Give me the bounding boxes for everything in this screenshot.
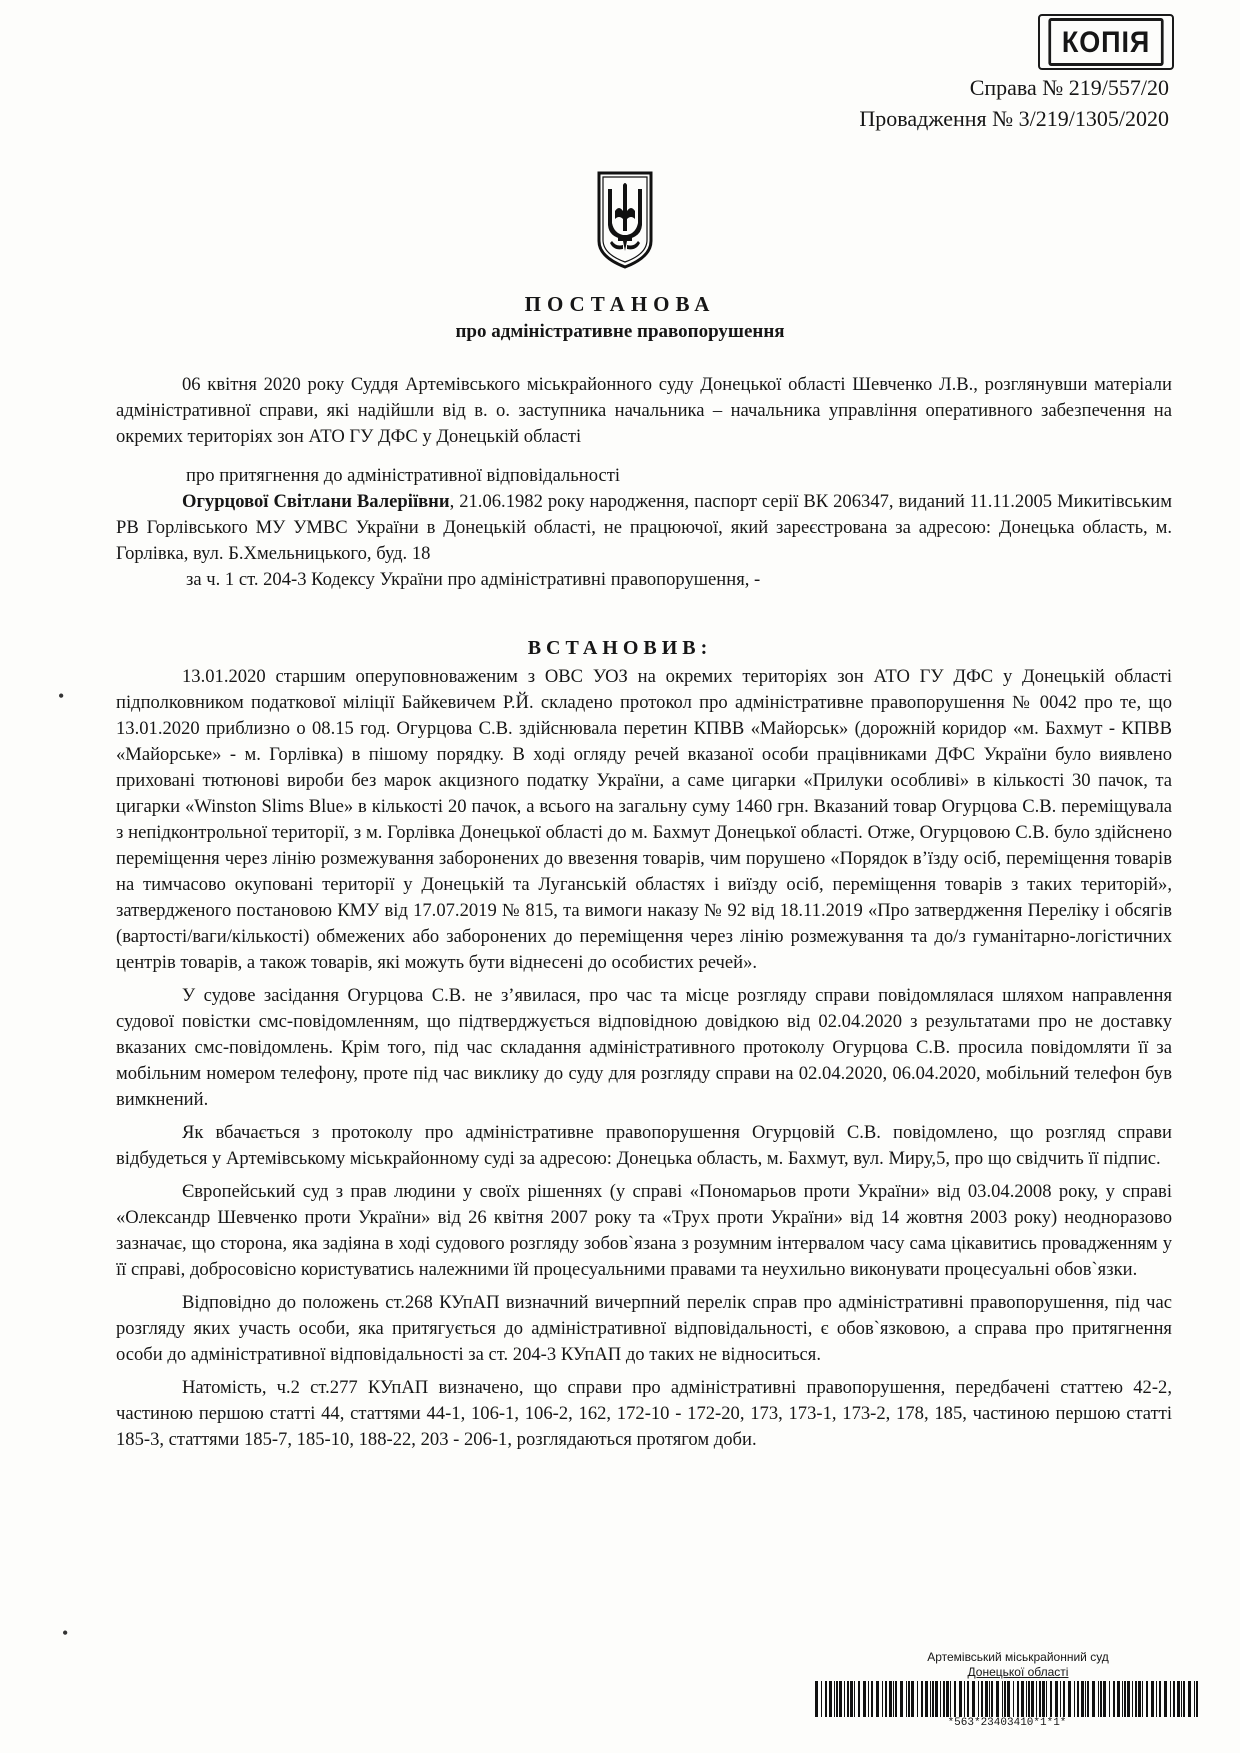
body-paragraph-6: Натомість, ч.2 ст.277 КУпАП визначено, що справи про адміністративні правопорушення, передбачені статтею 42-2, частиною першою статті 44, статтями 44-1, 106-1, 106-2, 162, 172-10 - 172-20, 173, 173-1, 173-2, 178, 185, частиною першою статті 185-3, статтями 185-7, 185-10, 188-22, 203 - 206-1, розглядаються протягом доби. xyxy=(116,1377,1172,1450)
about-line: про притягнення до адміністративної відповідальності xyxy=(186,465,621,486)
barcode-bar xyxy=(1164,1681,1167,1717)
barcode-text: *563*23403410*1*1* xyxy=(947,1717,1067,1729)
barcode-bar xyxy=(882,1681,883,1717)
document-title: ПОСТАНОВА xyxy=(524,292,716,316)
barcode-bar xyxy=(1109,1681,1110,1717)
barcode-bar xyxy=(1092,1681,1095,1717)
intro-section xyxy=(116,372,1172,593)
margin-mark-icon: • xyxy=(62,1623,69,1643)
barcode-bar xyxy=(1132,1681,1133,1717)
barcode-bar xyxy=(981,1681,983,1717)
barcode-bar xyxy=(946,1681,949,1717)
court-stamp xyxy=(838,1650,1198,1680)
barcode-bar xyxy=(940,1681,941,1717)
barcode-bar xyxy=(1194,1681,1195,1717)
article-reference: за ч. 1 ст. 204-3 Кодексу України про адміністративні правопорушення, - xyxy=(186,569,761,590)
barcode-bar xyxy=(1159,1681,1161,1717)
established-heading: ВСТАНОВИВ: xyxy=(527,637,713,659)
barcode-bar xyxy=(908,1681,910,1717)
barcode-bar xyxy=(821,1681,822,1717)
barcode-bar xyxy=(954,1681,956,1717)
barcode-bar xyxy=(1081,1681,1084,1717)
barcode-bar xyxy=(1028,1681,1030,1717)
person-details: , 21.06.1982 року народження, паспорт серії ВК 206347, виданий 11.11.2005 Микитівським РВ Горлівського МУ УМВС України в Донецькій області, не працюючої, який зареєстрована за адресою: Донецька область, м. Горлівка, вул. Б.Хмельницького, буд. 18 xyxy=(116,491,1172,564)
barcode-bar xyxy=(930,1681,931,1717)
barcode-bar xyxy=(1138,1681,1141,1717)
barcode-bar xyxy=(825,1681,827,1717)
barcode-bar xyxy=(906,1681,907,1717)
barcode-bar xyxy=(932,1681,934,1717)
intro-paragraph: 06 квітня 2020 року Суддя Артемівського міськрайонного суду Донецької області Шевченко Л.В., розглянувши матеріали адміністративної справи, які надійшли від в. о. заступника начальника – начальника управління оперативного забезпечення на окремих територіях зон АТО ГУ ДФС у Донецькій області xyxy=(116,374,1172,447)
barcode-bar xyxy=(1004,1681,1006,1717)
barcode-bar xyxy=(959,1681,962,1717)
barcode-bar xyxy=(854,1681,855,1717)
barcode-bar xyxy=(1177,1681,1180,1717)
barcode-bar xyxy=(1021,1681,1024,1717)
barcode-bar xyxy=(1042,1681,1045,1717)
barcode-bar xyxy=(1127,1681,1130,1717)
barcode-bar xyxy=(1085,1681,1086,1717)
barcode-bar xyxy=(991,1681,993,1717)
body-paragraph-3: Як вбачається з протоколу про адміністративне правопорушення Огурцовій С.В. повідомлено, що розгляд справи відбудеться у Артемівському міськрайонному суді за адресою: Донецька область, м. Бахмут, вул. Миру,5, про що свідчить її підпис. xyxy=(116,1122,1172,1169)
barcode-bar xyxy=(1173,1681,1175,1717)
barcode-bar xyxy=(972,1681,975,1717)
established-section xyxy=(116,664,1172,1453)
barcode-bar xyxy=(1050,1681,1052,1717)
barcode-bar xyxy=(895,1681,897,1717)
barcode-bar xyxy=(950,1681,951,1717)
barcode-bar xyxy=(1036,1681,1037,1717)
barcode-bar xyxy=(1098,1681,1099,1717)
barcode-bar xyxy=(1113,1681,1115,1717)
barcode-bar xyxy=(925,1681,928,1717)
person-paragraph xyxy=(116,489,1172,567)
body-paragraph-1: 13.01.2020 старшим оперуповноваженим з ОВС УОЗ на окремих територіях зон АТО ГУ ДФС у Донецькій області підполковником податкової міліції Байкевичем Р.Й. складено протокол про адміністративне правопорушення № 0042 про те, що 13.01.2020 приблизно о 08.15 год. Огурцова С.В. здійснювала перетин КПВВ «Майорськ» (дорожній коридор «м. Бахмут - КПВВ «Майорське» - м. Горлівка) в пішому порядку. В ході огляду речей вказаної особи працівниками ДФС України було виявлено приховані тютюнові вироби без марок акцизного податку України, а саме цигарки «Прилуки особливі» в кількості 30 пачок, та цигарки «Winston Slims Blue» в кількості 20 пачок, а всього на загальну суму 1460 грн. Вказаний товар Огурцова С.В. переміщувала з непідконтрольної території, з м. Горлівка Донецької області до м. Бахмут Донецької області. Отже, Огурцовою С.В. було здійснено переміщення через лінію розмежування заборонених до ввезення товарів, чим порушено «Порядок в’їзду осіб, переміщення товарів на тимчасово окуповані території у Донецькій та Луганській областях і виїзду осіб, переміщення товарів з таких територій», затвердженого постановою КМУ від 17.07.2019 № 815, та вимоги наказу № 92 від 18.11.2019 «Про затвердження Переліку і обсягів (вартості/ваги/кількості) обмежених або заборонених до переміщення через лінію розмежування та до/з гуманітарно-логістичних центрів товарів, а також товарів, які можуть бути віднесені до особистих речей». xyxy=(116,666,1172,973)
barcode-bar xyxy=(1017,1681,1019,1717)
barcode-bar xyxy=(1063,1681,1065,1717)
barcode-bar xyxy=(1196,1681,1198,1717)
barcode-bar xyxy=(1100,1681,1102,1717)
barcode-bar xyxy=(911,1681,914,1717)
barcode-bar xyxy=(847,1681,849,1717)
barcode-bar xyxy=(1142,1681,1143,1717)
barcode-bar xyxy=(863,1681,866,1717)
copy-stamp-label: КОПІЯ xyxy=(1048,18,1163,66)
barcode-bar xyxy=(989,1681,990,1717)
barcode-bar xyxy=(834,1681,835,1717)
barcode-bar xyxy=(1170,1681,1171,1717)
barcode-bar xyxy=(1087,1681,1089,1717)
barcode-bar xyxy=(829,1681,832,1717)
barcode-bar xyxy=(876,1681,879,1717)
barcode-bar xyxy=(985,1681,988,1717)
barcode-bar xyxy=(1122,1681,1123,1717)
barcode-bar xyxy=(858,1681,860,1717)
barcode xyxy=(815,1681,1199,1717)
barcode-bar xyxy=(1156,1681,1157,1717)
barcode-bar xyxy=(935,1681,938,1717)
barcode-bar xyxy=(1002,1681,1003,1717)
barcode-bar xyxy=(871,1681,873,1717)
person-name: Огурцової Світлани Валеріївни xyxy=(182,491,450,512)
barcode-bar xyxy=(1117,1681,1120,1717)
document-subtitle: про адміністративне правопорушення xyxy=(455,321,785,342)
barcode-bar xyxy=(1039,1681,1041,1717)
barcode-bar xyxy=(1146,1681,1148,1717)
barcode-bar xyxy=(1007,1681,1010,1717)
barcode-bar xyxy=(1060,1681,1061,1717)
case-number: Справа № 219/557/20 xyxy=(969,75,1169,100)
barcode-bar xyxy=(1077,1681,1079,1717)
court-stamp-line1: Артемівський міськрайонний суд xyxy=(927,1650,1109,1664)
barcode-bar xyxy=(889,1681,892,1717)
barcode-bar xyxy=(921,1681,923,1717)
coat-of-arms-icon xyxy=(596,171,654,269)
barcode-bar xyxy=(815,1681,818,1717)
body-paragraph-2: У судове засідання Огурцова С.В. не з’явилася, про час та місце розгляду справи повідомлялася шляхом направлення судової повістки смс-повідомленням, що підтверджується відповідною довідкою від 02.04.2020 з результатами про не доставку вказаних смс-повідомлень. Крім того, під час складання адміністративного протоколу Огурцова С.В. просила повідомляти її за мобільним номером телефону, проте під час виклику до суду для розгляду справи на 02.04.2020, 06.04.2020, мобільний телефон був вимкнений. xyxy=(116,985,1172,1110)
barcode-bar xyxy=(1013,1681,1014,1717)
barcode-bar xyxy=(1181,1681,1182,1717)
barcode-bar xyxy=(1055,1681,1058,1717)
margin-mark-icon: • xyxy=(58,686,65,706)
barcode-bar xyxy=(1046,1681,1047,1717)
barcode-bar xyxy=(1103,1681,1106,1717)
barcode-bar xyxy=(1074,1681,1075,1717)
barcode-bar xyxy=(844,1681,845,1717)
barcode-bar xyxy=(1026,1681,1027,1717)
barcode-bar xyxy=(1135,1681,1137,1717)
barcode-bar xyxy=(868,1681,869,1717)
barcode-bar xyxy=(917,1681,918,1717)
body-paragraph-5: Відповідно до положень ст.268 КУпАП визначний вичерпний перелік справ про адміністративні правопорушення, під час розгляду яких участь особи, яка притягується до адміністративної відповідальності, є обов`язковою, а справа про притягнення особи до адміністративної відповідальності за ст. 204-3 КУпАП до таких не відноситься. xyxy=(116,1292,1172,1365)
barcode-bar xyxy=(885,1681,887,1717)
proceeding-number: Провадження № 3/219/1305/2020 xyxy=(859,106,1169,131)
barcode-bar xyxy=(964,1681,965,1717)
barcode-bar xyxy=(978,1681,979,1717)
court-stamp-line2: Донецької області xyxy=(967,1665,1069,1679)
barcode-bar xyxy=(1183,1681,1185,1717)
barcode-bar xyxy=(893,1681,894,1717)
barcode-bar xyxy=(900,1681,903,1717)
barcode-bar xyxy=(1188,1681,1191,1717)
body-paragraph-4: Європейський суд з прав людини у своїх рішеннях (у справі «Пономарьов проти України» від 03.04.2008 року, у справі «Олександр Шевченко проти України» від 26 квітня 2007 року та «Трух проти України» від 14 жовтня 2003 року) неодноразово зазначає, що сторона, яка задіяна в ході судового розгляду зобов`язана з розумним інтервалом часу сама цікавитись провадженням у її справі, добросовісно користуватись належними їй процесуальними правами та неухильно виконувати процесуальні обов`язки. xyxy=(116,1181,1172,1280)
barcode-bar xyxy=(1124,1681,1126,1717)
copy-stamp xyxy=(1038,14,1174,70)
barcode-bar xyxy=(996,1681,999,1717)
barcode-bar xyxy=(1068,1681,1071,1717)
barcode-bar xyxy=(836,1681,838,1717)
barcode-bar xyxy=(1031,1681,1034,1717)
barcode-bar xyxy=(839,1681,842,1717)
barcode-bar xyxy=(1151,1681,1154,1717)
barcode-bar xyxy=(943,1681,945,1717)
barcode-bar xyxy=(967,1681,969,1717)
barcode-bar xyxy=(850,1681,853,1717)
